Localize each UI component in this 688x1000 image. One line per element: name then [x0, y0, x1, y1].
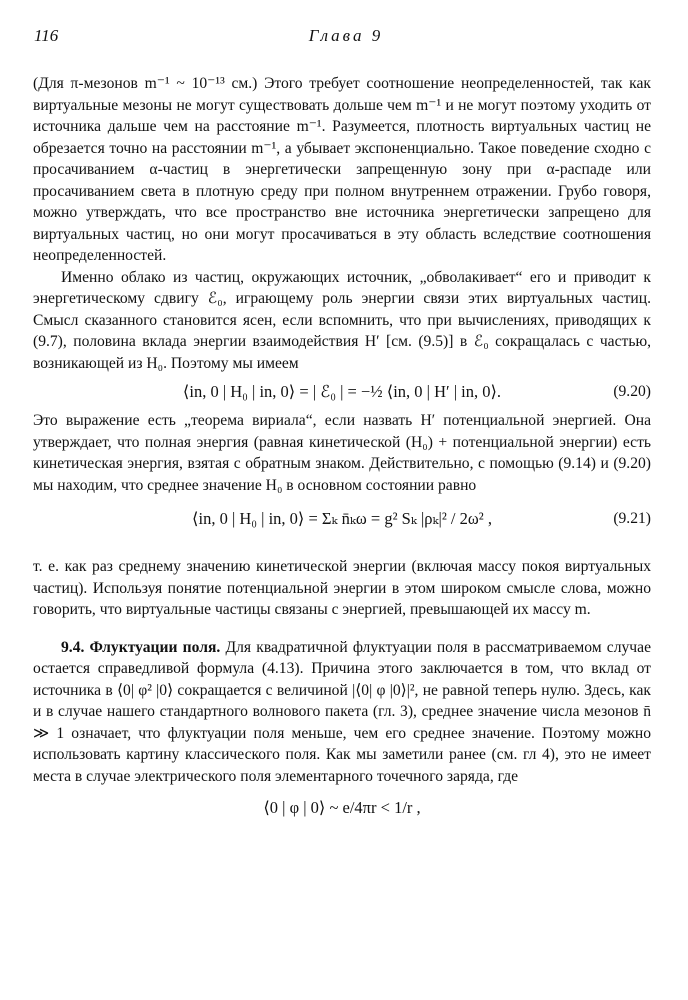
section-title: 9.4. Флуктуации поля. — [61, 638, 221, 656]
equation-9-21-expression: ⟨in, 0 | H₀ | in, 0⟩ = Σₖ n̄ₖω = g² Sₖ |ρₖ|² / 2ω² , — [192, 509, 492, 528]
equation-field-estimate-expression: ⟨0 | φ | 0⟩ ~ e/4πr < 1/r , — [263, 798, 421, 817]
equation-9-20-number: (9.20) — [613, 383, 651, 400]
equation-9-20 — [33, 377, 651, 407]
equation-9-20-expression: ⟨in, 0 | H₀ | in, 0⟩ = | ℰ₀ | = −½ ⟨in, 0 | H′ | in, 0⟩. — [182, 382, 502, 401]
paragraph-3: Это выражение есть „теорема вириала“, если назвать H′ потенциальной энергией. Она утверждает, что полная энергия (равная кинетической (H₀) + потенциальной энергии) есть кинетическая энергия, взятая с обратным знаком. Действительно, с помощью (9.14) и (9.20) мы находим, что среднее значение H₀ в основном состоянии равно — [33, 412, 651, 494]
section-text: Для квадратичной флуктуации поля в рассматриваемом случае остается справедливой формула (4.13). Причина этого заключается в том, что вклад от источника в ⟨0| φ² |0⟩ сокращается с величиной |⟨0| φ |0⟩|², не равной теперь нулю. Здесь, как и в случае нашего стандартного волнового пакета (гл. 3), среднее значение числа мезонов n̄ ≫ 1 означает, что флуктуации поля меньше, чем его среднее значение. Поэтому можно использовать картину классического поля. Как мы заметили ранее (см. гл 4), это не имеет места в случае электрического поля элементарного точечного заряда, где — [33, 638, 651, 785]
page-number: 116 — [34, 26, 59, 45]
chapter-title: Глава 9 — [308, 26, 384, 45]
equation-field-estimate — [33, 790, 651, 828]
paragraph-1: (Для π-мезонов m⁻¹ ~ 10⁻¹³ см.) Этого требует соотношение неопределенностей, так как виртуальные мезоны не могут существовать дольше чем m⁻¹ и не могут поэтому уходить от источника дальше чем на расстояние m⁻¹. Разумеется, плотность виртуальных частиц не обрезается точно на расстоянии m⁻¹, а убывает экспоненциально. Такое поведение сходно с просачиванием α-частиц в энергетически запрещенную зону при α-распаде или просачиванием света в плотную среду при полном внутреннем отражении. Грубо говоря, можно утверждать, что все пространство вне источника энергетически запрещено для виртуальных частиц, но они могут просачиваться в эту область вследствие соотношения неопределенностей. — [33, 75, 651, 264]
page-header — [34, 26, 658, 48]
paragraph-4: т. е. как раз среднему значению кинетической энергии (включая массу покоя виртуальных частиц). Используя понятие потенциальной энергии в этом широком смысле слова, можно говорить, что виртуальные частицы связаны с энергией, превышающей их массу m. — [33, 558, 651, 618]
paragraph-2: Именно облако из частиц, окружающих источник, „обволакивает“ его и приводит к энергетическому сдвигу ℰ₀, играющему роль энергии связи этих виртуальных частиц. Смысл сказанного становится ясен, если вспомнить, что при вычислениях, приводящих к (9.7), половина вклада энергии взаимодействия H′ [см. (9.5)] в ℰ₀ сокращалась с частью, возникающей из H₀. Поэтому мы имеем — [33, 268, 651, 372]
equation-9-21 — [33, 499, 651, 553]
section-9-4 — [33, 637, 651, 788]
equation-9-21-number: (9.21) — [613, 510, 651, 527]
page-body — [33, 73, 651, 831]
